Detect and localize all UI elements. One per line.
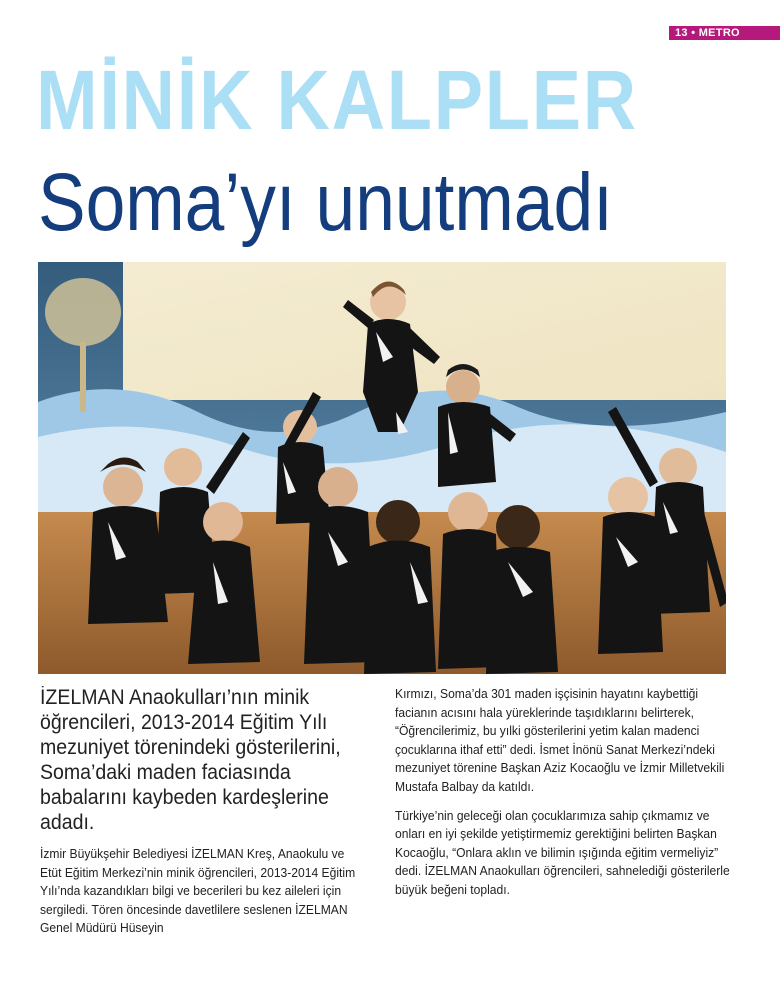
headline: MİNİK KALPLER (36, 53, 638, 147)
article-photo (38, 262, 726, 674)
subheadline: Soma’yı unutmadı (38, 157, 613, 248)
article-paragraph: Türkiye’nin geleceği olan çocuklarımıza sahip çıkmamız ve onları en iyi şekilde yetiştirmemiz gerektiğini belirten Başkan Kocaoğlu, “Onlara aklın ve bilimin ışığında eğitim vermeliyiz” dedi. İZELMAN Anaokulları öğrencileri, sahnelediği gösterilerle büyük beğeni topladı. (395, 807, 730, 897)
article-paragraph: Kırmızı, Soma’da 301 maden işçisinin hayatını kaybettiği facianın acısını hala yüreklerinde taşıdıklarını belirterek, “Öğrencilerimiz, bu yılki gösterilerini yetim kalan madenci çocuklarına ithaf etti” dedi. İsmet İnönü Sanat Merkezi’ndeki mezuniyet törenine Başkan Aziz Kocaoğlu ve İzmir Milletvekili Mustafa Balbay da katıldı. (395, 686, 725, 794)
photo-children-dance-performance-icon (38, 262, 726, 674)
article-paragraph: İzmir Büyükşehir Belediyesi İZELMAN Kreş, Anaokulu ve Etüt Eğitim Merkezi’nin minik öğrencileri, 2013-2014 Eğitim Yılı’nda kazandıkları bilgi ve becerileri bu kez aileleri için sergiledi. Tören öncesinde davetlilere seslenen İZELMAN Genel Müdürü Hüseyin (40, 846, 356, 936)
article-column-left (40, 685, 365, 948)
article-column-right (395, 685, 740, 910)
page-number-tag: 13 • METRO (669, 26, 780, 40)
article-lead: İZELMAN Anaokulları’nın minik öğrencileri, 2013-2014 Eğitim Yılı mezuniyet törenindeki gösterilerini, Soma’daki maden faciasında babalarını kaybeden kardeşlerine adadı. (40, 686, 341, 834)
